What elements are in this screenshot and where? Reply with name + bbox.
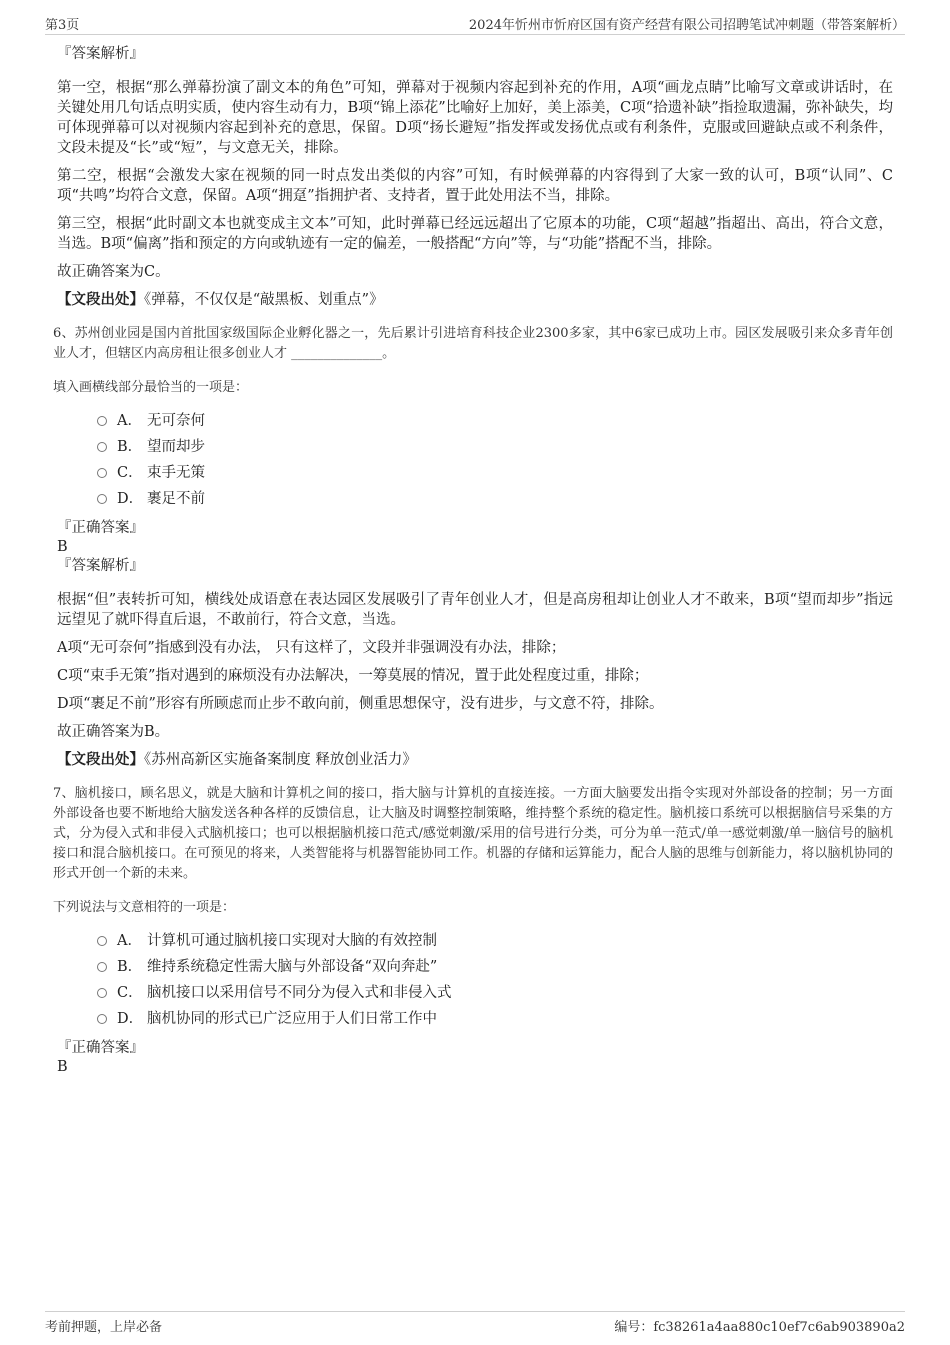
radio-icon[interactable] (97, 442, 107, 452)
radio-icon[interactable] (97, 962, 107, 972)
q5-conclusion: 故正确答案为C。 (57, 264, 170, 280)
radio-icon[interactable] (97, 1014, 107, 1024)
option-text: 维持系统稳定性需大脑与外部设备“双向奔赴” (147, 958, 438, 975)
q7-answer-tag: 『正确答案』 (57, 1040, 144, 1056)
q6-conclusion: 故正确答案为B。 (57, 724, 170, 740)
option-text: 脑机接口以采用信号不同分为侵入式和非侵入式 (147, 984, 452, 1001)
q6-analysis-para-3: C项“束手无策”指对遇到的麻烦没有办法解决，一筹莫展的情况，置于此处程度过重，排除； (57, 668, 649, 684)
radio-icon[interactable] (97, 936, 107, 946)
q6-source (57, 750, 893, 770)
page-number: 第3页 (45, 18, 80, 33)
option-letter: C． (117, 984, 143, 1001)
document-title: 2024年忻州市忻府区国有资产经营有限公司招聘笔试冲刺题（带答案解析） (468, 18, 905, 33)
option-letter: D． (117, 490, 144, 507)
q6-analysis-para-1: 根据“但”表转折可知，横线处成语意在表达园区发展吸引了青年创业人才，但是高房租却让创业人才不敢来，B项“望而却步”指远远望见了就吓得直后退，不敢前行，符合文意，当选。 (57, 592, 893, 628)
option-letter: D． (117, 1010, 144, 1027)
q7-options (57, 926, 893, 1030)
q5-analysis-para-3: 第三空，根据“此时副文本也就变成主文本”可知，此时弹幕已经远远超出了它原本的功能，C项“超越”指超出、高出，符合文意，当选。B项“偏离”指和预定的方向或轨迹有一定的偏差，一般搭配“方向”等，与“功能”搭配不当，排除。 (57, 216, 893, 252)
q6-option-c[interactable] (97, 458, 893, 484)
q5-analysis-para-1: 第一空，根据“那么弹幕扮演了副文本的角色”可知，弹幕对于视频内容起到补充的作用，A项“画龙点睛”比喻写文章或讲话时，在关键处用几句话点明实质，使内容生动有力，B项“锦上添花”比喻好上加好，美上添美，C项“拾遗补缺”指捡取遗漏，弥补缺失，均可体现弹幕可以对视频内容起到补充的意思，保留。D项“扬长避短”指发挥或发扬优点或有利条件，克服或回避缺点或不利条件，文段未提及“长”或“短”，与文意无关，排除。 (57, 80, 893, 156)
q6-option-b[interactable] (97, 432, 893, 458)
option-text: 无可奈何 (147, 412, 205, 429)
option-letter: A． (117, 412, 142, 429)
page-content (53, 44, 893, 1076)
page-header (45, 12, 905, 35)
option-letter: B． (117, 958, 143, 975)
q5-source-title: 《弹幕，不仅仅是“敲黑板、划重点”》 (144, 292, 384, 308)
q6-answer-tag: 『正确答案』 (57, 520, 144, 536)
q6-source-title: 《苏州高新区实施备案制度 释放创业活力》 (144, 752, 417, 768)
q6-stem: 6、苏州创业园是国内首批国家级国际企业孵化器之一，先后累计引进培育科技企业2300多家，其中6家已成功上市。园区发展吸引来众多青年创业人才，但辖区内高房租让很多创业人才 ______________。 (53, 326, 893, 361)
option-text: 望而却步 (147, 438, 205, 455)
radio-icon[interactable] (97, 494, 107, 504)
q7-option-c[interactable] (97, 978, 893, 1004)
footer-slogan: 考前押题，上岸必备 (45, 1320, 163, 1335)
option-text: 脑机协同的形式已广泛应用于人们日常工作中 (147, 1010, 437, 1027)
page-footer (45, 1311, 905, 1336)
option-letter: B． (117, 438, 143, 455)
q6-analysis-tag: 『答案解析』 (57, 558, 144, 574)
option-text: 裹足不前 (147, 490, 205, 507)
q7-stem: 7、脑机接口，顾名思义，就是大脑和计算机之间的接口，指大脑与计算机的直接连接。一方面大脑要发出指令实现对外部设备的控制；另一方面外部设备也要不断地给大脑发送各种各样的反馈信息，让大脑及时调整控制策略，维持整个系统的稳定性。脑机接口系统可以根据脑信号采集的方式，分为侵入式和非侵入式脑机接口；也可以根据脑机接口范式/感觉刺激/采用的信号进行分类，可分为单一范式/单一感觉刺激/单一脑信号的脑机接口和混合脑机接口。在可预见的将来，人类智能将与机器智能协同工作。机器的存储和运算能力，配合人脑的思维与创新能力，将以脑机协同的形式开创一个新的未来。 (53, 786, 893, 881)
q6-option-d[interactable] (97, 484, 893, 510)
q6-option-a[interactable] (97, 406, 893, 432)
q5-analysis-para-2: 第二空，根据“会激发大家在视频的同一时点发出类似的内容”可知，有时候弹幕的内容得到了大家一致的认可，B项“认同”、C项“共鸣”均符合文意，保留。A项“拥趸”指拥护者、支持者，置于此处用法不当，排除。 (57, 168, 893, 204)
q6-analysis-para-4: D项“裹足不前”形容有所顾虑而止步不敢向前，侧重思想保守，没有进步，与文意不符，排除。 (57, 696, 664, 712)
q5-source-tag: 【文段出处】 (57, 291, 144, 308)
document-id: 编号：fc38261a4aa880c10ef7c6ab903890a2 (614, 1320, 905, 1335)
q6-options (57, 406, 893, 510)
option-text: 计算机可通过脑机接口实现对大脑的有效控制 (147, 932, 437, 949)
q7-option-b[interactable] (97, 952, 893, 978)
option-text: 束手无策 (147, 464, 205, 481)
radio-icon[interactable] (97, 416, 107, 426)
q5-source (57, 290, 893, 310)
q5-analysis-tag: 『答案解析』 (57, 46, 144, 62)
radio-icon[interactable] (97, 988, 107, 998)
q6-source-tag: 【文段出处】 (57, 751, 144, 768)
option-letter: A． (117, 932, 142, 949)
q6-answer: B (57, 539, 68, 555)
option-letter: C． (117, 464, 143, 481)
q6-analysis-para-2: A项“无可奈何”指感到没有办法， 只有这样了，文段并非强调没有办法，排除； (57, 640, 566, 656)
q7-option-d[interactable] (97, 1004, 893, 1030)
q7-answer: B (57, 1059, 68, 1075)
radio-icon[interactable] (97, 468, 107, 478)
q7-prompt: 下列说法与文意相符的一项是： (53, 900, 236, 915)
q7-option-a[interactable] (97, 926, 893, 952)
q6-prompt: 填入画横线部分最恰当的一项是： (53, 380, 249, 395)
